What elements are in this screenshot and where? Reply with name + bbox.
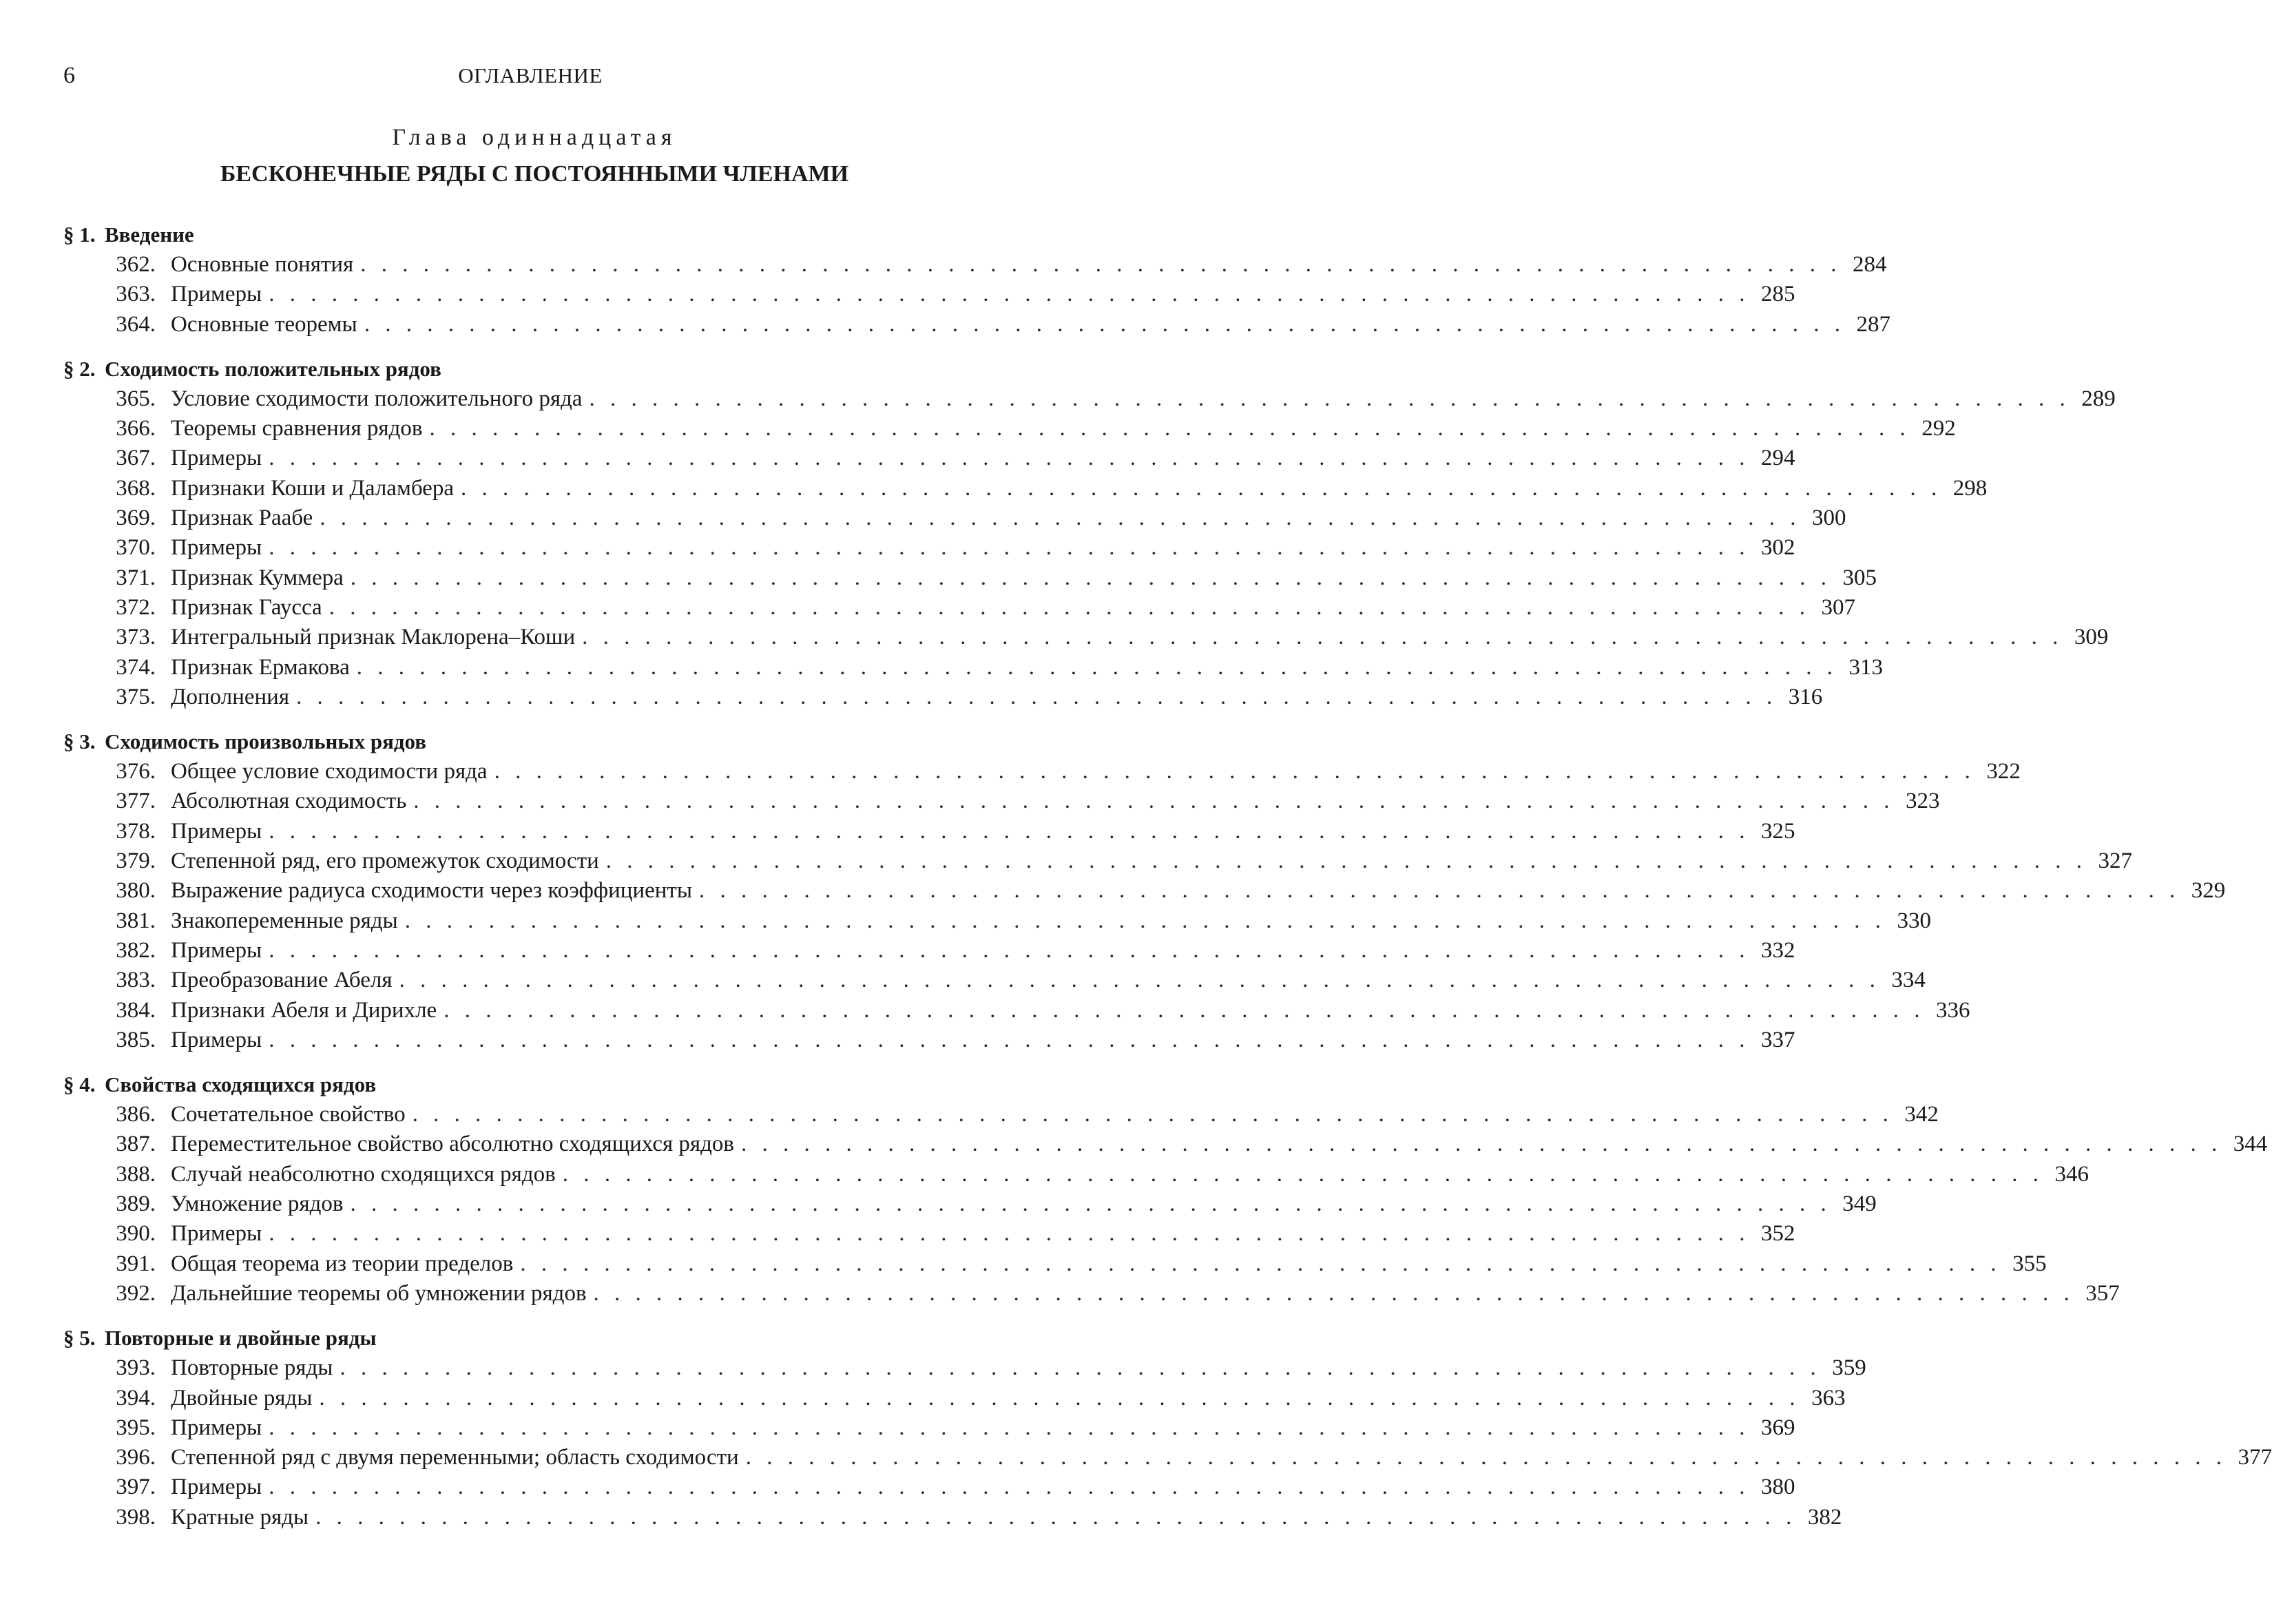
toc-entry xyxy=(63,817,1795,846)
toc-entry xyxy=(63,1100,1939,1129)
toc-entry xyxy=(63,1129,2268,1159)
entry-page-number: 342 xyxy=(1904,1102,1939,1127)
dot-leader: . . . . . . . . . . . . . . . . . . . . . . . . . . . . . . . . . . . . . . . . . . . . . . . . . . . . . . . . . . . . . . . . . . . . . . . xyxy=(413,789,1895,814)
entry-title: Сочетательное свойство xyxy=(171,1102,406,1127)
toc-entry xyxy=(63,996,1970,1026)
dot-leader: . . . . . . . . . . . . . . . . . . . . . . . . . . . . . . . . . . . . . . . . . . . . . . . . . . . . . . . . . . . . . . . . . . . . . . . xyxy=(460,475,1942,501)
entry-title: Общая теорема из теории пределов xyxy=(171,1251,514,1276)
dot-leader: . . . . . . . . . . . . . . . . . . . . . . . . . . . . . . . . . . . . . . . . . . . . . . . . . . . . . . . . . . . . . . . . . . . . . . . xyxy=(269,937,1750,963)
entry-title: Преобразование Абеля xyxy=(171,968,393,993)
section-title: Введение xyxy=(105,222,194,247)
entry-page-number: 355 xyxy=(2012,1251,2047,1276)
toc-entry xyxy=(63,1279,2120,1309)
entry-number: 398. xyxy=(116,1504,156,1530)
entry-number: 363. xyxy=(116,282,156,307)
entry-page-number: 380 xyxy=(1760,1475,1795,1500)
entry-number: 366. xyxy=(116,416,156,441)
dot-leader: . . . . . . . . . . . . . . . . . . . . . . . . . . . . . . . . . . . . . . . . . . . . . . . . . . . . . . . . . . . . . . . . . . . . . . . xyxy=(412,1102,1893,1127)
entry-number: 387. xyxy=(116,1132,156,1157)
entry-page-number: 322 xyxy=(1986,759,2021,784)
dot-leader: . . . . . . . . . . . . . . . . . . . . . . . . . . . . . . . . . . . . . . . . . . . . . . . . . . . . . . . . . . . . . . . . . . . . . . . xyxy=(356,654,1837,680)
toc-entry xyxy=(63,876,2226,906)
entry-page-number: 329 xyxy=(2191,878,2226,904)
entry-number: 383. xyxy=(116,968,156,993)
chapter-title: БЕСКОНЕЧНЫЕ РЯДЫ С ПОСТОЯННЫМИ ЧЛЕНАМИ xyxy=(220,161,849,187)
section-number: § 2. xyxy=(63,356,96,381)
entry-page-number: 325 xyxy=(1760,818,1795,844)
entry-title: Степенной ряд, его промежуток сходимости xyxy=(171,849,599,874)
toc-entry xyxy=(63,1353,1866,1383)
section-heading xyxy=(63,353,997,384)
dot-leader: . . . . . . . . . . . . . . . . . . . . . . . . . . . . . . . . . . . . . . . . . . . . . . . . . . . . . . . . . . . . . . . . . . . . . . . xyxy=(593,1280,2074,1306)
toc-entry xyxy=(63,250,1887,280)
entry-title: Общее условие сходимости ряда xyxy=(171,759,488,784)
section-heading xyxy=(63,1069,997,1100)
entry-page-number: 369 xyxy=(1760,1415,1795,1440)
toc-section xyxy=(63,1322,2272,1532)
entry-number: 393. xyxy=(116,1355,156,1381)
dot-leader: . . . . . . . . . . . . . . . . . . . . . . . . . . . . . . . . . . . . . . . . . . . . . . . . . . . . . . . . . . . . . . . . . . . . . . . xyxy=(269,535,1750,561)
entry-page-number: 302 xyxy=(1760,535,1795,561)
toc-entry xyxy=(63,1026,1795,1055)
dot-leader: . . . . . . . . . . . . . . . . . . . . . . . . . . . . . . . . . . . . . . . . . . . . . . . . . . . . . . . . . . . . . . . . . . . . . . . xyxy=(340,1355,1821,1381)
entry-number: 397. xyxy=(116,1475,156,1500)
entry-number: 373. xyxy=(116,625,156,650)
entry-number: 379. xyxy=(116,849,156,874)
entry-page-number: 323 xyxy=(1906,789,1940,814)
entry-title: Степенной ряд с двумя переменными; область сходимости xyxy=(171,1445,739,1470)
entry-number: 389. xyxy=(116,1191,156,1217)
entry-page-number: 332 xyxy=(1760,937,1795,963)
entry-number: 385. xyxy=(116,1027,156,1052)
dot-leader: . . . . . . . . . . . . . . . . . . . . . . . . . . . . . . . . . . . . . . . . . . . . . . . . . . . . . . . . . . . . . . . . . . . . . . . xyxy=(582,625,2063,650)
toc-entry xyxy=(63,653,1883,683)
section-number: § 3. xyxy=(63,729,96,754)
dot-leader: . . . . . . . . . . . . . . . . . . . . . . . . . . . . . . . . . . . . . . . . . . . . . . . . . . . . . . . . . . . . . . . . . . . . . . . xyxy=(269,1475,1750,1500)
chapter-label: Глава одиннадцатая xyxy=(392,125,677,150)
dot-leader: . . . . . . . . . . . . . . . . . . . . . . . . . . . . . . . . . . . . . . . . . . . . . . . . . . . . . . . . . . . . . . . . . . . . . . . xyxy=(269,446,1750,471)
dot-leader: . . . . . . . . . . . . . . . . . . . . . . . . . . . . . . . . . . . . . . . . . . . . . . . . . . . . . . . . . . . . . . . . . . . . . . . xyxy=(520,1251,2001,1276)
dot-leader: . . . . . . . . . . . . . . . . . . . . . . . . . . . . . . . . . . . . . . . . . . . . . . . . . . . . . . . . . . . . . . . . . . . . . . . xyxy=(745,1445,2227,1470)
entry-title: Выражение радиуса сходимости через коэффициенты xyxy=(171,878,693,904)
toc-entry xyxy=(63,1160,2089,1189)
entry-page-number: 298 xyxy=(1952,475,1988,501)
toc-entry xyxy=(63,414,1956,444)
dot-leader: . . . . . . . . . . . . . . . . . . . . . . . . . . . . . . . . . . . . . . . . . . . . . . . . . . . . . . . . . . . . . . . . . . . . . . . xyxy=(269,1415,1750,1440)
dot-leader: . . . . . . . . . . . . . . . . . . . . . . . . . . . . . . . . . . . . . . . . . . . . . . . . . . . . . . . . . . . . . . . . . . . . . . . xyxy=(296,684,1778,709)
entry-number: 381. xyxy=(116,908,156,933)
toc-entry xyxy=(63,1249,2047,1279)
entry-title: Кратные ряды xyxy=(171,1504,309,1530)
dot-leader: . . . . . . . . . . . . . . . . . . . . . . . . . . . . . . . . . . . . . . . . . . . . . . . . . . . . . . . . . . . . . . . . . . . . . . . xyxy=(269,818,1750,844)
entry-title: Двойные ряды xyxy=(171,1385,313,1410)
entry-number: 376. xyxy=(116,759,156,784)
entry-number: 378. xyxy=(116,818,156,844)
toc-entry xyxy=(63,280,1795,309)
toc-entry xyxy=(63,1472,1795,1502)
running-title: ОГЛАВЛЕНИЕ xyxy=(458,63,603,87)
dot-leader: . . . . . . . . . . . . . . . . . . . . . . . . . . . . . . . . . . . . . . . . . . . . . . . . . . . . . . . . . . . . . . . . . . . . . . . xyxy=(404,908,1886,933)
entry-page-number: 359 xyxy=(1832,1355,1866,1381)
entry-number: 362. xyxy=(116,252,156,277)
entry-title: Дальнейшие теоремы об умножении рядов xyxy=(171,1280,587,1306)
entry-page-number: 289 xyxy=(2081,386,2116,411)
entry-title: Повторные ряды xyxy=(171,1355,333,1381)
section-title: Повторные и двойные ряды xyxy=(105,1326,377,1351)
entry-title: Примеры xyxy=(171,1475,262,1500)
toc-entry xyxy=(63,787,1940,816)
entry-title: Примеры xyxy=(171,937,262,963)
entry-title: Признаки Коши и Даламбера xyxy=(171,475,454,501)
entry-page-number: 287 xyxy=(1856,311,1890,337)
toc-entry xyxy=(63,474,1988,503)
entry-page-number: 352 xyxy=(1760,1221,1795,1247)
entry-title: Переместительное свойство абсолютно сходящихся рядов xyxy=(171,1132,734,1157)
entry-number: 365. xyxy=(116,386,156,411)
entry-page-number: 300 xyxy=(1812,506,1846,531)
toc-section xyxy=(63,219,1890,340)
entry-title: Примеры xyxy=(171,1027,262,1052)
entry-page-number: 337 xyxy=(1760,1027,1795,1052)
entry-title: Признак Раабе xyxy=(171,506,313,531)
entry-number: 396. xyxy=(116,1445,156,1470)
toc-section xyxy=(63,1069,2268,1309)
entry-page-number: 309 xyxy=(2074,625,2109,650)
entry-number: 391. xyxy=(116,1251,156,1276)
dot-leader: . . . . . . . . . . . . . . . . . . . . . . . . . . . . . . . . . . . . . . . . . . . . . . . . . . . . . . . . . . . . . . . . . . . . . . . xyxy=(269,282,1750,307)
section-number: § 1. xyxy=(63,222,96,247)
entry-number: 377. xyxy=(116,789,156,814)
entry-title: Признак Куммера xyxy=(171,565,344,590)
toc-entry xyxy=(63,936,1795,966)
section-heading xyxy=(63,1322,997,1353)
toc-entry xyxy=(63,593,1855,623)
dot-leader: . . . . . . . . . . . . . . . . . . . . . . . . . . . . . . . . . . . . . . . . . . . . . . . . . . . . . . . . . . . . . . . . . . . . . . . xyxy=(494,759,1975,784)
entry-number: 392. xyxy=(116,1280,156,1306)
section-title: Сходимость произвольных рядов xyxy=(105,729,426,754)
section-number: § 4. xyxy=(63,1072,96,1097)
entry-title: Примеры xyxy=(171,535,262,561)
dot-leader: . . . . . . . . . . . . . . . . . . . . . . . . . . . . . . . . . . . . . . . . . . . . . . . . . . . . . . . . . . . . . . . . . . . . . . . xyxy=(269,1221,1750,1247)
entry-title: Признаки Абеля и Дирихле xyxy=(171,997,437,1023)
entry-page-number: 284 xyxy=(1852,252,1887,277)
toc-entry xyxy=(63,563,1877,593)
entry-number: 372. xyxy=(116,594,156,620)
dot-leader: . . . . . . . . . . . . . . . . . . . . . . . . . . . . . . . . . . . . . . . . . . . . . . . . . . . . . . . . . . . . . . . . . . . . . . . xyxy=(320,506,1801,531)
entry-page-number: 336 xyxy=(1935,997,1970,1023)
entry-number: 374. xyxy=(116,654,156,680)
entry-number: 369. xyxy=(116,506,156,531)
dot-leader: . . . . . . . . . . . . . . . . . . . . . . . . . . . . . . . . . . . . . . . . . . . . . . . . . . . . . . . . . . . . . . . . . . . . . . . xyxy=(589,386,2070,411)
entry-title: Примеры xyxy=(171,1221,262,1247)
entry-page-number: 349 xyxy=(1842,1191,1877,1217)
entry-page-number: 346 xyxy=(2054,1161,2089,1187)
entry-page-number: 292 xyxy=(1921,416,1956,441)
dot-leader: . . . . . . . . . . . . . . . . . . . . . . . . . . . . . . . . . . . . . . . . . . . . . . . . . . . . . . . . . . . . . . . . . . . . . . . xyxy=(699,878,2180,904)
entry-number: 364. xyxy=(116,311,156,337)
entry-number: 395. xyxy=(116,1415,156,1440)
toc-entry xyxy=(63,966,1926,995)
entry-title: Основные теоремы xyxy=(171,311,357,337)
entry-number: 388. xyxy=(116,1161,156,1187)
toc-entry xyxy=(63,444,1795,473)
section-heading xyxy=(63,726,997,757)
toc-entry xyxy=(63,1503,1842,1532)
entry-page-number: 334 xyxy=(1891,968,1926,993)
entry-page-number: 313 xyxy=(1848,654,1883,680)
entry-title: Теоремы сравнения рядов xyxy=(171,416,423,441)
entry-title: Случай неабсолютно сходящихся рядов xyxy=(171,1161,556,1187)
entry-number: 390. xyxy=(116,1221,156,1247)
dot-leader: . . . . . . . . . . . . . . . . . . . . . . . . . . . . . . . . . . . . . . . . . . . . . . . . . . . . . . . . . . . . . . . . . . . . . . . xyxy=(329,594,1810,620)
entry-number: 375. xyxy=(116,684,156,709)
entry-title: Признак Гаусса xyxy=(171,594,322,620)
toc-entry xyxy=(63,533,1795,563)
section-title: Сходимость положительных рядов xyxy=(105,356,441,381)
page-number: 6 xyxy=(63,63,75,88)
entry-page-number: 327 xyxy=(2098,849,2133,874)
toc-entry xyxy=(63,906,1931,936)
entry-title: Интегральный признак Маклорена–Коши xyxy=(171,625,576,650)
entry-title: Дополнения xyxy=(171,684,290,709)
section-number: § 5. xyxy=(63,1326,96,1351)
dot-leader: . . . . . . . . . . . . . . . . . . . . . . . . . . . . . . . . . . . . . . . . . . . . . . . . . . . . . . . . . . . . . . . . . . . . . . . xyxy=(360,252,1842,277)
entry-page-number: 357 xyxy=(2085,1280,2120,1306)
entry-page-number: 382 xyxy=(1807,1504,1842,1530)
entry-number: 371. xyxy=(116,565,156,590)
table-of-contents xyxy=(63,219,2272,1546)
entry-number: 394. xyxy=(116,1385,156,1410)
dot-leader: . . . . . . . . . . . . . . . . . . . . . . . . . . . . . . . . . . . . . . . . . . . . . . . . . . . . . . . . . . . . . . . . . . . . . . . xyxy=(429,416,1910,441)
dot-leader: . . . . . . . . . . . . . . . . . . . . . . . . . . . . . . . . . . . . . . . . . . . . . . . . . . . . . . . . . . . . . . . . . . . . . . . xyxy=(319,1385,1800,1410)
entry-number: 382. xyxy=(116,937,156,963)
toc-section xyxy=(63,353,2116,712)
toc-entry xyxy=(63,1219,1795,1249)
toc-entry xyxy=(63,1443,2272,1472)
dot-leader: . . . . . . . . . . . . . . . . . . . . . . . . . . . . . . . . . . . . . . . . . . . . . . . . . . . . . . . . . . . . . . . . . . . . . . . xyxy=(562,1161,2043,1187)
entry-title: Примеры xyxy=(171,282,262,307)
toc-entry xyxy=(63,1413,1795,1443)
entry-title: Условие сходимости положительного ряда xyxy=(171,386,583,411)
entry-number: 367. xyxy=(116,446,156,471)
dot-leader: . . . . . . . . . . . . . . . . . . . . . . . . . . . . . . . . . . . . . . . . . . . . . . . . . . . . . . . . . . . . . . . . . . . . . . . xyxy=(444,997,1925,1023)
dot-leader: . . . . . . . . . . . . . . . . . . . . . . . . . . . . . . . . . . . . . . . . . . . . . . . . . . . . . . . . . . . . . . . . . . . . . . . xyxy=(364,311,1845,337)
toc-entry xyxy=(63,623,2109,652)
entry-number: 386. xyxy=(116,1102,156,1127)
dot-leader: . . . . . . . . . . . . . . . . . . . . . . . . . . . . . . . . . . . . . . . . . . . . . . . . . . . . . . . . . . . . . . . . . . . . . . . xyxy=(269,1027,1750,1052)
entry-page-number: 307 xyxy=(1821,594,1855,620)
entry-title: Примеры xyxy=(171,818,262,844)
toc-entry xyxy=(63,384,2116,414)
toc-entry xyxy=(63,757,2021,787)
entry-page-number: 316 xyxy=(1788,684,1823,709)
dot-leader: . . . . . . . . . . . . . . . . . . . . . . . . . . . . . . . . . . . . . . . . . . . . . . . . . . . . . . . . . . . . . . . . . . . . . . . xyxy=(605,849,2087,874)
entry-title: Основные понятия xyxy=(171,252,354,277)
entry-number: 370. xyxy=(116,535,156,561)
toc-entry xyxy=(63,683,1823,712)
entry-page-number: 294 xyxy=(1760,446,1795,471)
entry-page-number: 305 xyxy=(1842,565,1877,590)
entry-number: 384. xyxy=(116,997,156,1023)
toc-entry xyxy=(63,310,1890,340)
entry-title: Знакопеременные ряды xyxy=(171,908,398,933)
dot-leader: . . . . . . . . . . . . . . . . . . . . . . . . . . . . . . . . . . . . . . . . . . . . . . . . . . . . . . . . . . . . . . . . . . . . . . . xyxy=(315,1504,1797,1530)
toc-entry xyxy=(63,846,2133,876)
entry-page-number: 377 xyxy=(2238,1445,2272,1470)
dot-leader: . . . . . . . . . . . . . . . . . . . . . . . . . . . . . . . . . . . . . . . . . . . . . . . . . . . . . . . . . . . . . . . . . . . . . . . xyxy=(350,565,1832,590)
toc-section xyxy=(63,726,2226,1055)
dot-leader: . . . . . . . . . . . . . . . . . . . . . . . . . . . . . . . . . . . . . . . . . . . . . . . . . . . . . . . . . . . . . . . . . . . . . . . xyxy=(399,968,1880,993)
entry-page-number: 330 xyxy=(1897,908,1931,933)
entry-title: Абсолютная сходимость xyxy=(171,789,407,814)
entry-page-number: 363 xyxy=(1811,1385,1846,1410)
section-heading xyxy=(63,219,997,250)
entry-title: Признак Ермакова xyxy=(171,654,350,680)
toc-entry xyxy=(63,1189,1877,1219)
entry-title: Примеры xyxy=(171,446,262,471)
toc-entry xyxy=(63,1384,1846,1413)
entry-title: Примеры xyxy=(171,1415,262,1440)
section-title: Свойства сходящихся рядов xyxy=(105,1072,377,1097)
toc-entry xyxy=(63,503,1846,533)
running-head xyxy=(63,61,997,91)
entry-number: 368. xyxy=(116,475,156,501)
entry-page-number: 344 xyxy=(2233,1132,2268,1157)
dot-leader: . . . . . . . . . . . . . . . . . . . . . . . . . . . . . . . . . . . . . . . . . . . . . . . . . . . . . . . . . . . . . . . . . . . . . . . xyxy=(740,1132,2222,1157)
entry-number: 380. xyxy=(116,878,156,904)
dot-leader: . . . . . . . . . . . . . . . . . . . . . . . . . . . . . . . . . . . . . . . . . . . . . . . . . . . . . . . . . . . . . . . . . . . . . . . xyxy=(350,1191,1831,1217)
entry-title: Умножение рядов xyxy=(171,1191,344,1217)
entry-page-number: 285 xyxy=(1760,282,1795,307)
